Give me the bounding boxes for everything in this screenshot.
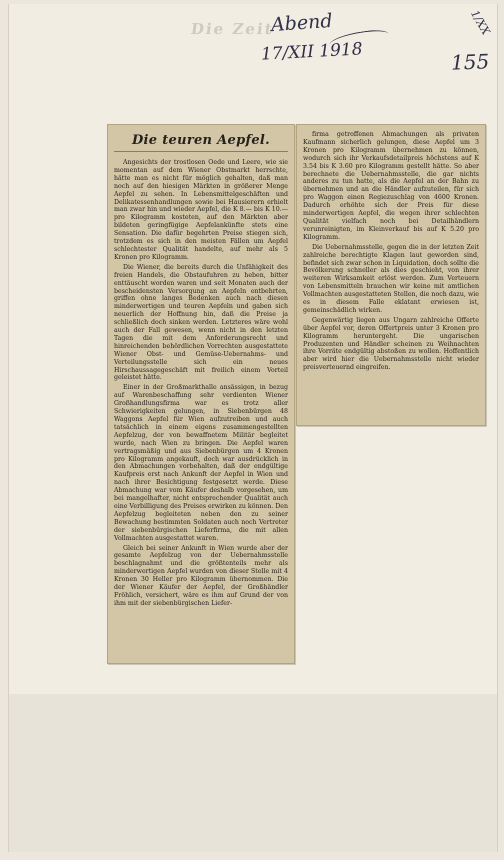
article-paragraph: Die Wiener, die bereits durch die Unfähigkeit des freien Handels, die Obstaufuhren zu heben, bitter enttäuscht worden waren und seit Monaten auch der bescheidensten Versorgung an Aepfeln entbehrten, griffen ohne langes Bedenken auch nach diesen minderwertigen und teuren Aepfeln und gaben sich neuerlich der Hoffnung hin, daß die Preise ja schließlich doch sinken werden. Letzteres wäre wohl auch der Fall gewesen, wenn nicht in den letzten Tagen die mit dem Anforderungsrecht und hinreichenden behördlichen Vorrechten ausgestattete Wiener Obst- und Gemüse-Uebernahms- und Verteilungsstelle sich ein neues Hirschaussagegeschäft mit freilich einem Vorteil geleistet hätte. [114, 263, 288, 382]
newspaper-clipping-left [107, 124, 295, 664]
article-headline: Die teuren Aepfel. [114, 133, 288, 152]
article-paragraph: Einer in der Großmarkthalle ansässigen, in bezug auf Warenbeschaffung sehr verdienten Wiener Großhandlungsfirma war es trotz aller Schwierigkeiten gelungen, in Siebenbürgen 48 Waggons Aepfel für Wien aufzutreiben und auch tatsächlich in einem eigens zusammengestellten Aepfelzug, der von bewaffnetem Militär begleitet wurde, nach Wien zu bringen. Die Aepfel waren vertragsmäßig und aus Siebenbürgen um 4 Kronen pro Kilogramm angekauft, doch war ausdrücklich in den Abmachungen vorbehalten, daß der endgültige Kaufpreis erst nach Ankunft der Aepfel in Wien und nach ihrer Besichtigung festgesetzt werde. Diese Abmachung war vom Käufer deshalb vorgesehen, um bei mangelhafter, nicht entsprechender Qualität auch eine Verbilligung des Preises erwirken zu können. Den Aepfelzug begleiteten neben den zu seiner Bewachung bestimmten Soldaten auch noch Vertreter der siebenbürgischen Lieferfirma, die mit allen Vollmachten ausgestattet waren. [114, 384, 288, 542]
sheet-lower-shade [9, 694, 497, 852]
article-paragraph: Gegenwärtig liegen aus Ungarn zahlreiche Offerte über Aepfel vor, deren Offertpreis unter 3 Kronen pro Kilogramm heruntergeht. Die ungarischen Produzenten und Händler scheinen zu Weihnachten ihre Vorräte endgültig abstoßen zu wollen. Hoffentlich aber wird hier die Uebernahmsstelle nicht wieder preisverteuernd eingreifen. [303, 316, 479, 372]
article-paragraph: Angesichts der trostlosen Oede und Leere, wie sie momentan auf dem Wiener Obstmarkt herrschte, hätte man es nicht für möglich gehalten, daß man noch auf den hiesigen Märkten in größerer Menge Aepfel zu sehen. In Lebensmittelgeschäften und Delikatessenhandlungen sowie bei Hausierern erhielt man zwar hin und wieder Aepfel, die K 8.— bis K 10.— pro Kilogramm kosteten, auf den Märkten aber bildeten geringfügige Aepfelankünfte stets eine Sensation. Die dafür begehrten Preise stiegen sich, trotzdem es sich in den meisten Fällen um Aepfel schlechtester Qualität handelte, auf mehr als 5 Kronen pro Kilogramm. [114, 159, 288, 261]
handwritten-date: 17/XII 1918 [260, 39, 364, 65]
article-column-right [297, 125, 485, 378]
article-paragraph: Gleich bei seiner Ankunft in Wien wurde aber der gesamte Aepfelzug von der Uebernahmsstelle beschlagnahmt und die größtenteils mehr als minderwertigen Aepfel wurden von dieser Stelle mit 4 Kronen 30 Heller pro Kilogramm übernommen. Die der Wiener Käufer der Aepfel, der Großhändler Fröhlich, versichert, wäre es ihm auf Grund der von ihm mit der siebenbürgischen Liefer- [114, 544, 288, 607]
newspaper-name-stamp: Die Zeit [189, 20, 275, 38]
handwritten-corner-mark: 1/XX [467, 7, 493, 38]
handwritten-page-number: 155 [450, 49, 490, 75]
archive-sheet [8, 4, 498, 852]
article-column-left [108, 125, 294, 614]
newspaper-clipping-right [296, 124, 486, 426]
article-paragraph: firma getroffenen Abmachungen als privaten Kaufmann sicherlich gelungen, diese Aepfel um 3 Kronen pro Kilogramm übernehmen zu können, wodurch sich ihr Verkaufsdetailpreis höchstens auf K 3.54 bis K 3.60 pro Kilogramm gestellt hätte. So aber berechnete die Uebernahmsstelle, die gar nichts anderes zu tun hatte, als die Aepfel an der Bahn zu übernehmen und an die Händler aufzuteilen, für sich pro Waggon einen Regiezuschlag von 4600 Kronen. Dadurch erhöhte sich der Preis für diese minderwertigen Aepfel, die wegen ihrer schlechten Qualität vielfach noch bei Detailhändlern verunreinigten, im Kleinverkauf bis auf K 5.20 pro Kilogramm. [303, 131, 479, 241]
handwritten-edition-note: Abend [270, 9, 334, 37]
article-paragraph: Die Uebernahmsstelle, gegen die in der letzten Zeit zahlreiche berechtigte Klagen laut geworden sind, befindet sich zwar schon in Liquidation, doch sollte die Bevölkerung schneller als dies geschieht, von ihrer weiteren Wirksamkeit erlöst werden. Zum Verteuern von Lebensmitteln brauchen wir keine mit amtlichen Vollmachten ausgestatteten Stellen, die noch dazu, wie es in diesem Falle eklatant erwiesen ist, gemeinschädlich wirken. [303, 243, 479, 314]
